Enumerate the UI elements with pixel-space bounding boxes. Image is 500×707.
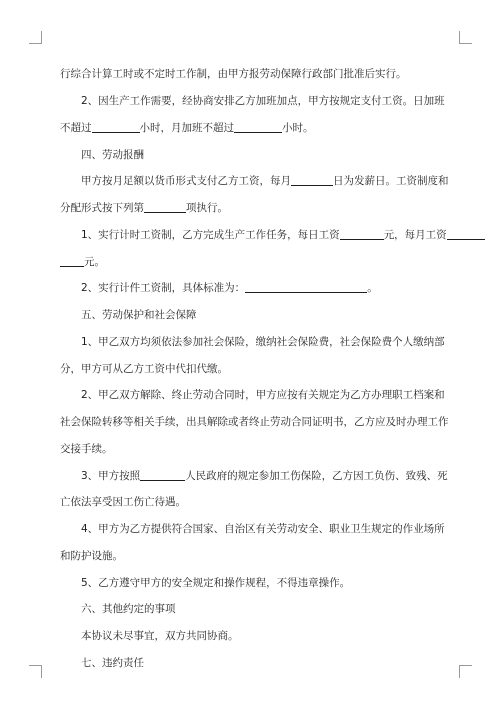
section-heading: [60, 148, 444, 163]
line-text: 分，甲方可从乙方工资中代扣代缴。: [60, 363, 228, 375]
line-text: 小时，月加班不超过: [139, 122, 234, 134]
line-text: 社会保险转移等相关手续，出具解除或者终止劳动合同证明书，乙方应及时办理工作: [60, 416, 449, 428]
line-text: 分配形式按下列第: [60, 202, 144, 214]
crop-mark-top-left: [29, 31, 42, 44]
line-text: 日为发薪日。工资制度和: [333, 175, 449, 187]
line-text: 2、实行计件工资制，具体标准为：: [81, 282, 246, 294]
text-line: [60, 255, 444, 270]
section-heading: [60, 308, 444, 323]
fill-in-blank: [234, 121, 282, 133]
text-line: [60, 442, 444, 457]
line-text: 元。: [84, 256, 105, 268]
text-line: [60, 549, 444, 564]
line-text: 。: [367, 282, 378, 294]
line-text: 人民政府的规定参加工伤保险，乙方因工负伤、致残、死: [185, 470, 448, 482]
line-text: 元，每月工资: [383, 229, 447, 241]
line-text: 2、因生产工作需要，经协商安排乙方加班加点，甲方按规定支付工资。日加班: [81, 95, 445, 107]
line-text: 5、乙方遵守甲方的安全规定和操作规程，不得违章操作。: [81, 577, 351, 589]
text-line: [60, 281, 444, 296]
line-text: 3、甲方按照: [81, 470, 141, 482]
text-line: [60, 121, 444, 136]
line-text: 本协议未尽事宜，双方共同协商。: [81, 630, 239, 642]
fill-in-blank: [447, 228, 485, 240]
crop-mark-top-right: [459, 31, 472, 44]
fill-in-blank: [60, 255, 84, 267]
crop-mark-bottom-right: [459, 665, 472, 678]
line-text: 交接手续。: [60, 443, 113, 455]
fill-in-blank: [291, 174, 333, 186]
text-line: [60, 522, 444, 537]
line-text: 项执行。: [186, 202, 228, 214]
text-line: [60, 201, 444, 216]
fill-in-blank: [140, 469, 185, 481]
line-text: 2、甲乙双方解除、终止劳动合同时，甲方应按有关规定为乙方办理职工档案和: [81, 389, 445, 401]
text-line: [60, 495, 444, 510]
section-heading: [60, 602, 444, 617]
fill-in-blank: [92, 121, 140, 133]
line-text: 1、甲乙双方均须依法参加社会保险，缴纳社会保险费，社会保险费个人缴纳部: [81, 336, 445, 348]
line-text: 甲方按月足额以货币形式支付乙方工资，每月: [81, 175, 291, 187]
text-line: [60, 388, 444, 403]
line-text: 1、实行计时工资制，乙方完成生产工作任务，每日工资: [81, 229, 340, 241]
text-line: [60, 576, 444, 591]
text-line: [60, 629, 444, 644]
text-line: [60, 67, 444, 82]
text-line: [60, 362, 444, 377]
line-text: 七、违约责任: [81, 657, 144, 669]
line-text: 和防护设施。: [60, 550, 123, 562]
line-text: 小时。: [282, 122, 314, 134]
line-text: 亡依法享受因工伤亡待遇。: [60, 496, 186, 508]
line-text: 五、劳动保护和社会保障: [81, 309, 197, 321]
text-line: [60, 415, 449, 430]
text-line: [60, 228, 447, 243]
fill-in-blank: [245, 281, 367, 293]
line-text: 四、劳动报酬: [81, 149, 144, 161]
text-line: [60, 94, 444, 109]
crop-mark-bottom-left: [29, 665, 42, 678]
line-text: 行综合计算工时或不定时工作制，由甲方报劳动保障行政部门批准后实行。: [60, 68, 407, 80]
text-line: [60, 335, 444, 350]
line-text: 4、甲方为乙方提供符合国家、自治区有关劳动安全、职业卫生规定的作业场所: [81, 523, 445, 535]
text-line: [60, 469, 448, 484]
text-line: [60, 174, 449, 189]
fill-in-blank: [340, 228, 384, 240]
fill-in-blank: [144, 201, 186, 213]
line-text: 六、其他约定的事项: [81, 603, 176, 615]
section-heading: [60, 656, 444, 671]
line-text: 不超过: [60, 122, 92, 134]
